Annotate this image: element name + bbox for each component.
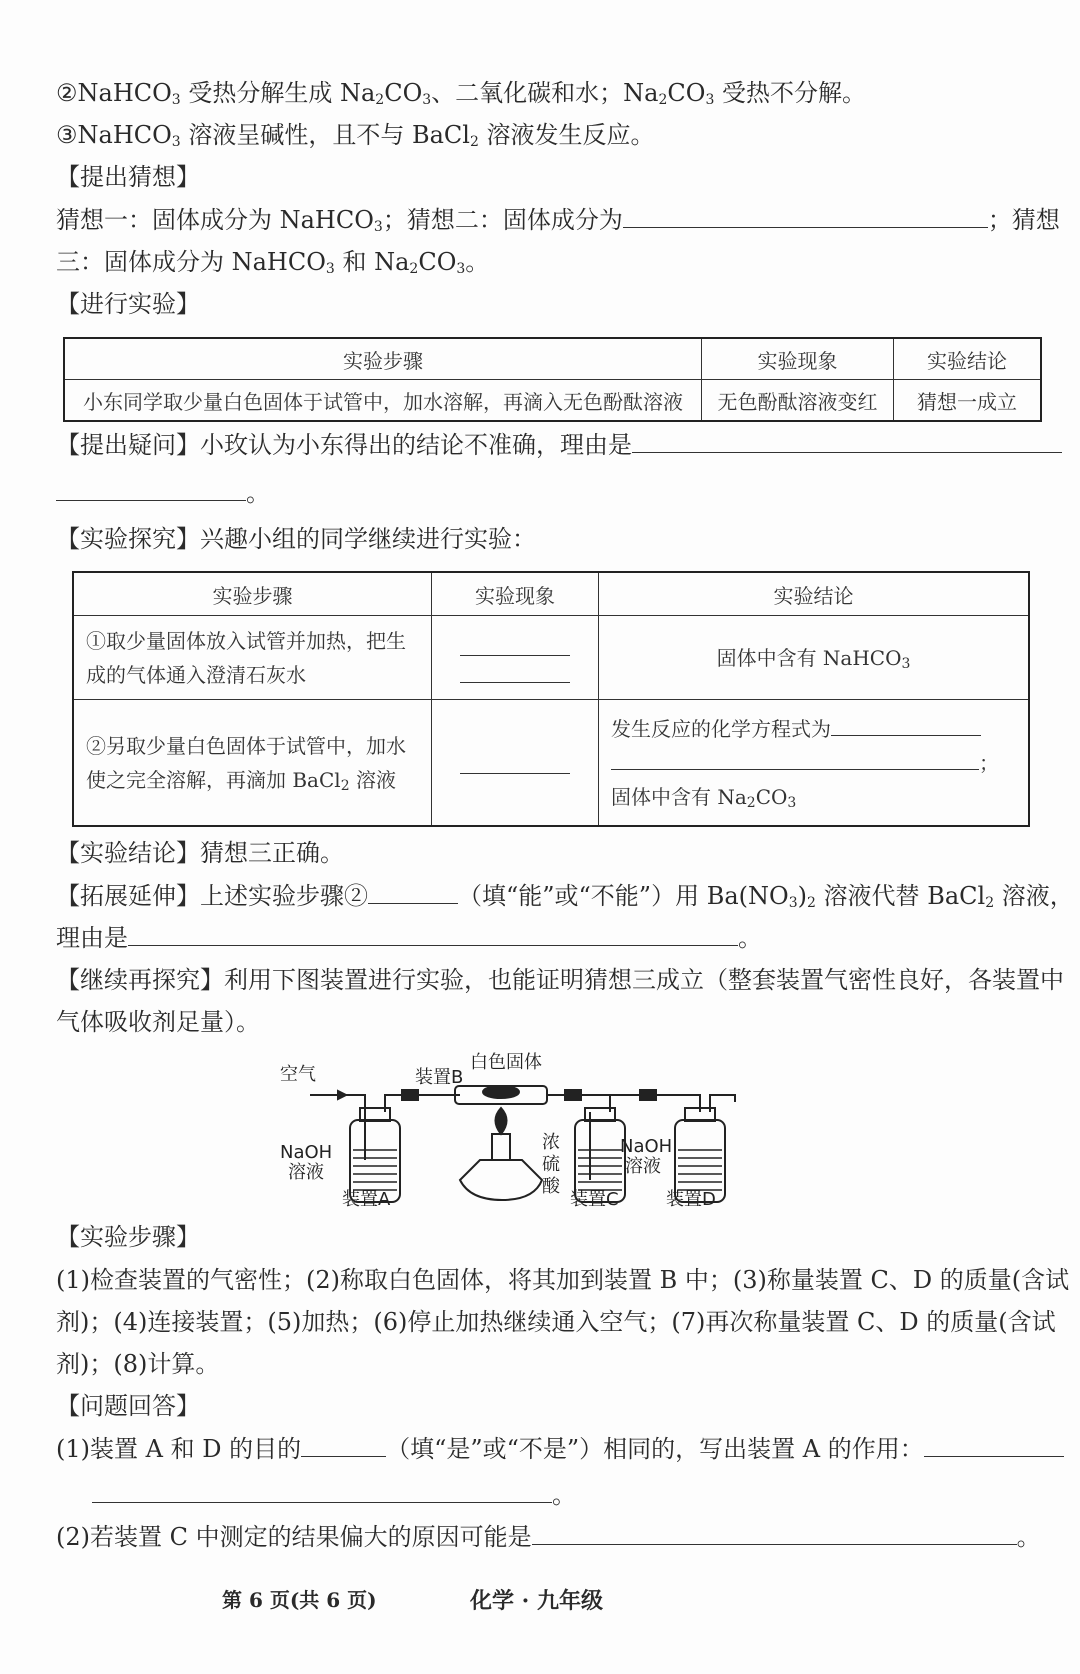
text: 溶液呈碱性，且不与 BaCl xyxy=(188,121,470,149)
label-device-c: 装置C xyxy=(570,1189,619,1210)
text: 、二氧化碳和水；Na xyxy=(431,79,659,107)
text: ) xyxy=(797,882,807,910)
bottle-a-liquid xyxy=(353,1150,397,1190)
further-line-1: 【继续再探究】利用下图装置进行实验，也能证明猜想三成立（整套装置气密性良好，各装置中 xyxy=(56,966,1064,994)
steps-line-3: 剂)；(8)计算。 xyxy=(56,1350,220,1378)
question-line xyxy=(56,428,1062,462)
extend-line-1: 【拓展延伸】上述实验步骤② （填“能”或“不能”）用 $Ba(NO_3)_2$ 溶液代替 BaCl$_2$ 溶液， xyxy=(56,879,1074,913)
header-conclusion: 实验结论 xyxy=(599,573,1029,616)
lamp-neck xyxy=(492,1134,510,1160)
label-white-solid: 白色固体 xyxy=(470,1052,542,1073)
text: CO xyxy=(667,79,706,107)
white-solid xyxy=(483,1086,519,1098)
text: 理由是 xyxy=(56,924,128,952)
same-purpose-blank[interactable] xyxy=(301,1432,386,1457)
pipe-c-out xyxy=(620,1095,700,1112)
text: （填“是”或“不是”）相同的，写出装置 A 的作用： xyxy=(386,1435,924,1463)
section-heading-answers: 【问题回答】 xyxy=(56,1392,200,1420)
text: (2)若装置 C 中测定的结果偏大的原因可能是 xyxy=(56,1523,532,1551)
text: ①取少量固体放入试管并加热，把生 xyxy=(86,628,406,653)
text: 溶液 xyxy=(355,767,396,792)
label-solution-a: 溶液 xyxy=(288,1162,324,1183)
subject-label: 化学 · 九年级 xyxy=(470,1588,603,1614)
experiment-table xyxy=(64,338,1041,421)
explore-table xyxy=(73,572,1029,826)
label-device-b: 装置B xyxy=(415,1067,464,1088)
text: 和 Na xyxy=(342,248,410,276)
alcohol-lamp xyxy=(460,1160,542,1200)
cell-step: 小东同学取少量白色固体于试管中，加水溶解，再滴入无色酚酞溶液 xyxy=(65,380,702,421)
phenomenon-blank-3[interactable] xyxy=(460,751,570,774)
text: 。 xyxy=(246,479,270,507)
conclusion-line: 【实验结论】猜想三正确。 xyxy=(56,839,344,867)
device-a-role-blank-1[interactable] xyxy=(924,1432,1064,1457)
equation-blank-2[interactable] xyxy=(611,749,979,770)
label-air: 空气 xyxy=(280,1064,316,1085)
text: ； xyxy=(979,750,999,775)
steps-line-1: (1)检查装置的气密性；(2)称取白色固体，将其加到装置 B 中；(3)称量装置 C、D 的质量(含试 xyxy=(56,1266,1070,1294)
label-acid-1: 浓 xyxy=(542,1132,560,1153)
header-step: 实验步骤 xyxy=(74,573,432,616)
text: 溶液发生反应。 xyxy=(486,121,655,149)
connector xyxy=(640,1090,656,1100)
header-phenomenon: 实验现象 xyxy=(432,573,599,616)
further-line-2: 气体吸收剂足量）。 xyxy=(56,1008,260,1036)
section-heading-steps: 【实验步骤】 xyxy=(56,1223,200,1251)
answer-1-line-1 xyxy=(56,1432,1064,1466)
bottle-c-liquid xyxy=(578,1150,622,1190)
text: 三：固体成分为 NaHCO xyxy=(56,248,326,276)
info-line-3: ③NaHCO$_3$ 溶液呈碱性，且不与 BaCl$_2$ 溶液发生反应。 xyxy=(56,121,655,150)
equation-blank-1[interactable] xyxy=(831,715,981,736)
answer-2-line xyxy=(56,1520,1041,1554)
r2-conclusion: 发生反应的化学方程式为 ； 固体中含有 $Na_2CO_3$ xyxy=(599,700,1029,826)
text: ③NaHCO xyxy=(56,121,172,149)
extend-reason-blank[interactable] xyxy=(128,921,738,946)
pipe-d-out xyxy=(710,1095,735,1112)
header-conclusion: 实验结论 xyxy=(894,339,1041,380)
hypothesis-line-1: 猜想一：固体成分为 NaHCO$_3$；猜想二：固体成分为 ；猜想 xyxy=(56,203,1060,237)
text: 受热分解生成 Na xyxy=(188,79,376,107)
label-acid-3: 酸 xyxy=(542,1176,560,1197)
text: (1)装置 A 和 D 的目的 xyxy=(56,1435,302,1463)
steps-line-2: 剂)；(4)连接装置；(5)加热；(6)停止加热继续通入空气；(7)再次称量装置 C、D 的质量(含试 xyxy=(56,1308,1056,1336)
label-naoh-d: NaOH xyxy=(620,1136,673,1157)
text: 溶液代替 BaCl xyxy=(823,882,986,910)
section-heading-explore: 【实验探究】兴趣小组的同学继续进行实验： xyxy=(56,525,536,553)
label-device-d: 装置D xyxy=(666,1189,716,1210)
answer-1-line-2 xyxy=(92,1478,576,1512)
text: 。 xyxy=(738,924,762,952)
text: 成的气体通入澄清石灰水 xyxy=(86,662,306,687)
r1-step xyxy=(74,616,432,700)
text: 固体中含有 Na xyxy=(611,784,747,809)
text: 。 xyxy=(552,1481,576,1509)
cell-conclusion: 猜想一成立 xyxy=(894,380,1041,421)
hypothesis-2-blank[interactable] xyxy=(623,203,988,228)
label-naoh-a: NaOH xyxy=(280,1142,333,1163)
section-heading-experiment: 【进行实验】 xyxy=(56,290,200,318)
r2-phenomenon xyxy=(432,700,599,826)
text: 【拓展延伸】上述实验步骤② xyxy=(56,882,368,910)
text: 。 xyxy=(465,248,490,276)
phenomenon-blank-1[interactable] xyxy=(460,633,570,656)
text: CO xyxy=(755,784,788,809)
pipe-a-out xyxy=(385,1095,460,1112)
can-blank[interactable] xyxy=(368,879,458,904)
text: 受热不分解。 xyxy=(722,79,867,107)
text: ②NaHCO xyxy=(56,79,172,107)
text: 。 xyxy=(1016,1523,1041,1551)
r1-phenomenon xyxy=(432,616,599,700)
text: （填“能”或“不能”）用 Ba(NO xyxy=(458,882,789,910)
r2-step: ②另取少量白色固体于试管中，加水 使之完全溶解，再滴加 BaCl$_2$ 溶液 xyxy=(74,700,432,826)
text: 固体中含有 NaHCO xyxy=(716,645,902,670)
reason-blank-1[interactable] xyxy=(632,428,1062,453)
cell-phenomenon: 无色酚酞溶液变红 xyxy=(702,380,894,421)
text: 使之完全溶解，再滴加 BaCl xyxy=(86,767,341,792)
text: 发生反应的化学方程式为 xyxy=(611,716,831,741)
label-acid-2: 硫 xyxy=(542,1154,560,1175)
reason-c-blank[interactable] xyxy=(532,1520,1017,1545)
extend-line-2 xyxy=(56,921,762,955)
flame xyxy=(496,1108,507,1134)
device-a-role-blank-2[interactable] xyxy=(92,1478,552,1503)
apparatus-diagram xyxy=(280,1050,780,1210)
connector xyxy=(402,1090,418,1100)
section-heading-hypothesis: 【提出猜想】 xyxy=(56,163,200,191)
phenomenon-blank-2[interactable] xyxy=(460,660,570,683)
text: ；猜想 xyxy=(987,206,1060,234)
r1-conclusion: 固体中含有 NaHCO$_3$ xyxy=(599,616,1029,700)
text: ；猜想二：固体成分为 xyxy=(382,206,623,234)
question-line-2 xyxy=(56,476,270,510)
bottle-d-liquid xyxy=(678,1150,722,1190)
reason-blank-2[interactable] xyxy=(56,476,246,501)
hypothesis-line-2: 三：固体成分为 NaHCO$_3$ 和 $Na_2CO_3$。 xyxy=(56,248,490,277)
text: 猜想一：固体成分为 NaHCO xyxy=(56,206,374,234)
text: 【提出疑问】小玫认为小东得出的结论不准确，理由是 xyxy=(56,431,632,459)
page-number: 第 6 页(共 6 页) xyxy=(222,1588,377,1612)
text: 溶液， xyxy=(1001,882,1074,910)
text: ②另取少量白色固体于试管中，加水 xyxy=(86,733,406,758)
header-phenomenon: 实验现象 xyxy=(702,339,894,380)
text: CO xyxy=(384,79,423,107)
text: CO xyxy=(418,248,457,276)
info-line-2: ②NaHCO$_3$ 受热分解生成 $Na_2CO_3$、二氧化碳和水；$Na_2CO_3$ 受热不分解。 xyxy=(56,79,867,108)
header-step: 实验步骤 xyxy=(65,339,702,380)
label-device-a: 装置A xyxy=(342,1189,391,1210)
label-solution-d: 溶液 xyxy=(625,1156,661,1177)
air-arrow-head xyxy=(338,1091,346,1099)
connector xyxy=(565,1090,581,1100)
